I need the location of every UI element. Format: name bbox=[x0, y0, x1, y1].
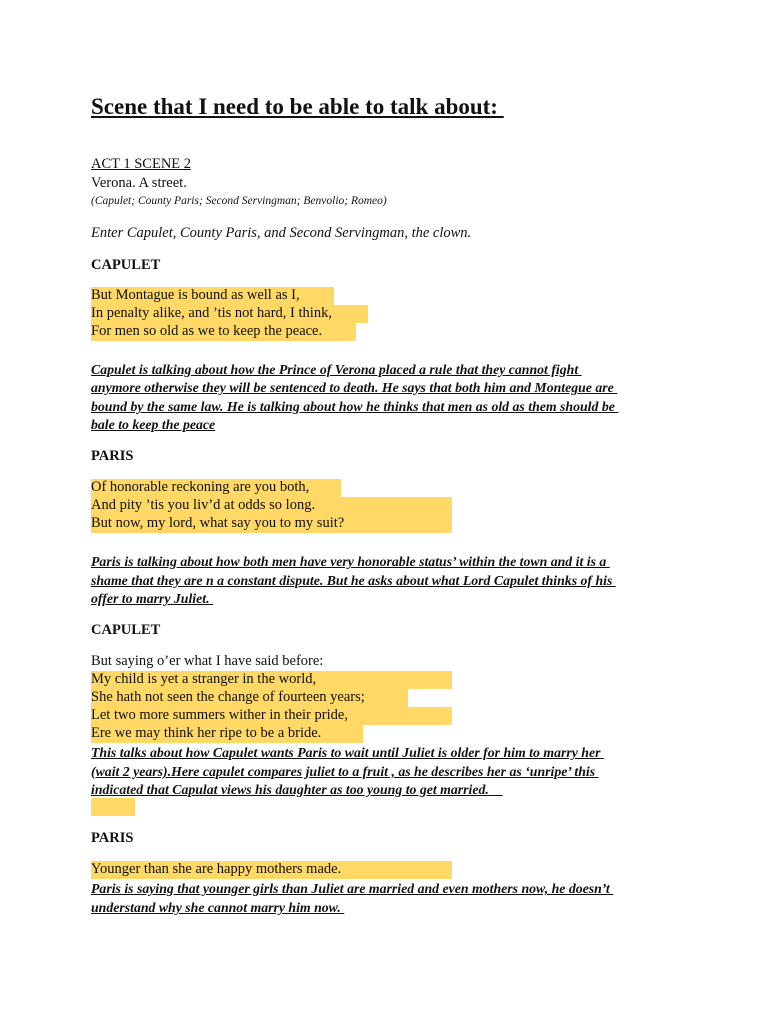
verse-line: Ere we may think her ripe to be a bride. bbox=[91, 725, 322, 741]
act-scene-heading: ACT 1 SCENE 2 bbox=[91, 156, 192, 172]
analysis-note-line: anymore otherwise they will be sentenced to death. He says that both him and Montegue are bbox=[91, 380, 618, 395]
highlight bbox=[91, 798, 135, 816]
speaker-heading: PARIS bbox=[91, 448, 134, 464]
verse-line: And pity ’tis you liv’d at odds so long. bbox=[91, 497, 316, 513]
analysis-note-line: Paris is saying that younger girls than Juliet are married and even mothers now, he doesn’t bbox=[91, 881, 614, 896]
scene-setting: Verona. A street. bbox=[91, 175, 187, 191]
verse-line: In penalty alike, and ’tis not hard, I think, bbox=[91, 305, 332, 321]
speaker-heading: PARIS bbox=[91, 830, 134, 846]
verse-line: But now, my lord, what say you to my suit? bbox=[91, 515, 345, 531]
analysis-note-line: shame that they are n a constant dispute. But he asks about what Lord Capulet thinks of his bbox=[91, 573, 616, 588]
verse-line: Younger than she are happy mothers made. bbox=[91, 861, 342, 877]
analysis-note-line: This talks about how Capulet wants Paris to wait until Juliet is older for him to marry her bbox=[91, 745, 604, 760]
analysis-note-line: bound by the same law. He is talking about how he thinks that men as old as them should be bbox=[91, 399, 619, 414]
verse-line: Let two more summers wither in their pride, bbox=[91, 707, 348, 723]
stage-direction: Enter Capulet, County Paris, and Second Servingman, the clown. bbox=[91, 225, 472, 241]
speaker-heading: CAPULET bbox=[91, 257, 161, 273]
speaker-heading: CAPULET bbox=[91, 622, 161, 638]
verse-line: My child is yet a stranger in the world, bbox=[91, 671, 317, 687]
page-title: Scene that I need to be able to talk about: bbox=[91, 94, 504, 119]
character-list: (Capulet; County Paris; Second Servingman; Benvolio; Romeo) bbox=[91, 195, 387, 207]
analysis-note-line: understand why she cannot marry him now. bbox=[91, 900, 345, 915]
analysis-note-line: Paris is talking about how both men have very honorable status’ within the town and it is a bbox=[91, 554, 610, 569]
analysis-note-line: Capulet is talking about how the Prince of Verona placed a rule that they cannot fight bbox=[91, 362, 582, 377]
analysis-note-line: bale to keep the peace bbox=[91, 417, 216, 432]
verse-line: For men so old as we to keep the peace. bbox=[91, 323, 323, 339]
verse-line: She hath not seen the change of fourteen years; bbox=[91, 689, 365, 705]
verse-line: But saying o’er what I have said before: bbox=[91, 653, 324, 669]
analysis-note-line: indicated that Capulat views his daughter as too young to get married. bbox=[91, 782, 503, 797]
verse-line: But Montague is bound as well as I, bbox=[91, 287, 300, 303]
analysis-note-line: (wait 2 years).Here capulet compares juliet to a fruit , as he describes her as ‘unripe’ this bbox=[91, 764, 599, 779]
analysis-note-line: offer to marry Juliet. bbox=[91, 591, 213, 606]
verse-line: Of honorable reckoning are you both, bbox=[91, 479, 310, 495]
